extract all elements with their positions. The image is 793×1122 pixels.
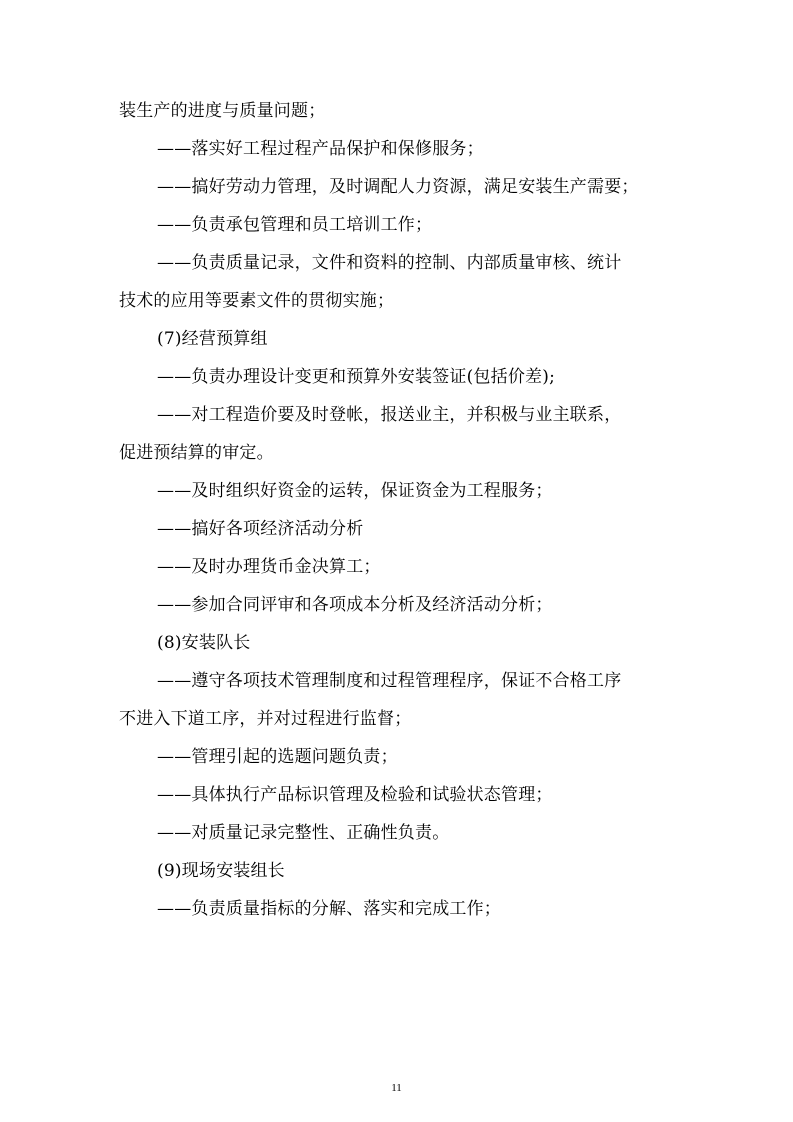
text-line: ——具体执行产品标识管理及检验和试验状态管理； xyxy=(157,785,553,805)
text-line: ——搞好各项经济活动分析 xyxy=(157,519,364,539)
text-line: ——管理引起的选题问题负责； xyxy=(157,747,398,767)
text-line: ——负责承包管理和员工培训工作； xyxy=(157,215,433,235)
text-line: ——对工程造价要及时登帐，报送业主，并积极与业主联系， xyxy=(157,405,622,425)
text-line: ——及时办理货币金决算工； xyxy=(157,557,381,577)
text-line: ——落实好工程过程产品保护和保修服务； xyxy=(157,139,484,159)
text-line: 促进预结算的审定。 xyxy=(119,443,274,463)
text-line: 不进入下道工序，并对过程进行监督； xyxy=(119,709,412,729)
page-number: 11 xyxy=(391,1082,402,1094)
text-line: 装生产的进度与质量问题； xyxy=(119,101,326,121)
text-line: ——参加合同评审和各项成本分析及经济活动分析； xyxy=(157,595,553,615)
section-heading-9: (9)现场安装组长 xyxy=(157,861,285,881)
text-line: ——负责质量记录，文件和资料的控制、内部质量审核、统计 xyxy=(157,253,622,273)
text-line: ——对质量记录完整性、正确性负责。 xyxy=(157,823,450,843)
section-heading-7: (7)经营预算组 xyxy=(157,329,268,349)
section-heading-8: (8)安装队长 xyxy=(157,633,251,653)
text-line: ——负责办理设计变更和预算外安装签证(包括价差); xyxy=(157,367,555,387)
text-line: 技术的应用等要素文件的贯彻实施； xyxy=(119,291,395,311)
text-line: ——遵守各项技术管理制度和过程管理程序，保证不合格工序 xyxy=(157,671,622,691)
text-line: ——搞好劳动力管理，及时调配人力资源，满足安装生产需要； xyxy=(157,177,639,197)
text-line: ——及时组织好资金的运转，保证资金为工程服务； xyxy=(157,481,553,501)
text-line: ——负责质量指标的分解、落实和完成工作； xyxy=(157,899,501,919)
document-body xyxy=(119,92,679,928)
